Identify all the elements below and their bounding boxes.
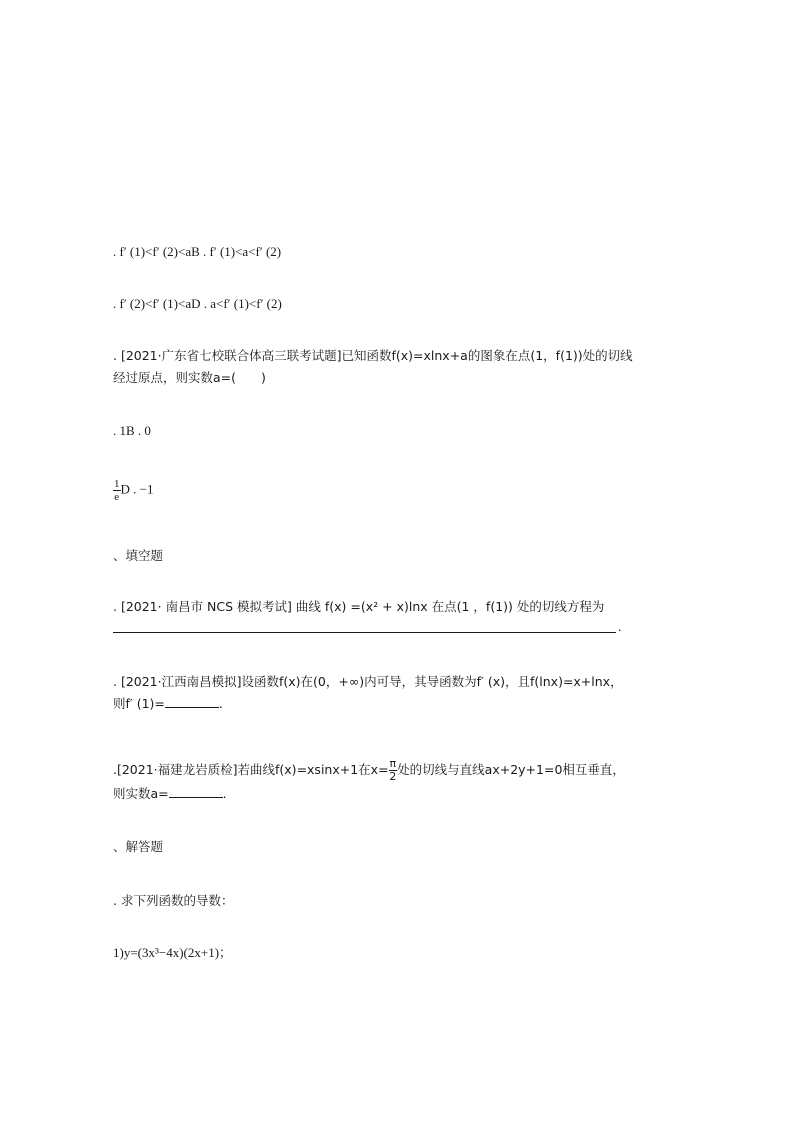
question-3-option-d: D . −1 [120, 481, 154, 497]
question-5-line2-text: 则f′ (1)= [113, 696, 165, 711]
question-6-text-pre: .[2021·福建龙岩质检]若曲线f(x)=xsinx+1在x= [113, 762, 389, 777]
answer-blank-short [165, 695, 219, 708]
question-3-line1: . [2021·广东省七校联合体高三联考试题]已知函数f(x)=xlnx+a的图象在点(1，f(1))处的切线 [113, 348, 633, 363]
fraction-one-over-e: $\frac{1}{e}$ [114, 478, 120, 503]
section-answer-heading: 、解答题 [113, 839, 164, 854]
question-6-text-post: 处的切线与直线ax+2y+1=0相互垂直， [397, 762, 625, 777]
options-ab: . f′ (1)<f′ (2)<aB . f′ (1)<a<f′ (2) [113, 244, 282, 259]
question-7-line1: . 求下列函数的导数： [113, 893, 234, 908]
answer-blank-long [113, 632, 616, 633]
question-3-options-ab: . 1B . 0 [113, 423, 151, 438]
question-7-sub1: 1)y=(3x³−4x)(2x+1)； [113, 945, 233, 960]
question-3-options-cd [113, 478, 153, 503]
section-fill-in-heading: 、填空题 [113, 548, 164, 563]
question-4-end: . [618, 619, 622, 634]
question-3-line2: 经过原点，则实数a=( ) [113, 370, 266, 385]
question-6-line2 [113, 785, 227, 803]
fraction-pi-over-2: $\frac{\pi}{2}$ [389, 757, 397, 783]
question-6-line2-text: 则实数a= [113, 786, 169, 801]
question-6-line1 [113, 758, 625, 783]
question-4-line1: . [2021· 南昌市 NCS 模拟考试] 曲线 f(x) =(x² + x)lnx 在点(1 ，f(1)) 处的切线方程为 [113, 599, 605, 614]
answer-blank-short [169, 785, 223, 798]
question-6-line2-end: . [222, 786, 227, 801]
question-5-line2 [113, 695, 223, 713]
question-5-line1: . [2021·江西南昌模拟]设函数f(x)在(0，+∞)内可导，其导函数为f′ (x)，且f(lnx)=x+lnx， [113, 674, 623, 689]
options-cd: . f′ (2)<f′ (1)<aD . a<f′ (1)<f′ (2) [113, 296, 282, 311]
question-5-line2-end: . [218, 696, 223, 711]
